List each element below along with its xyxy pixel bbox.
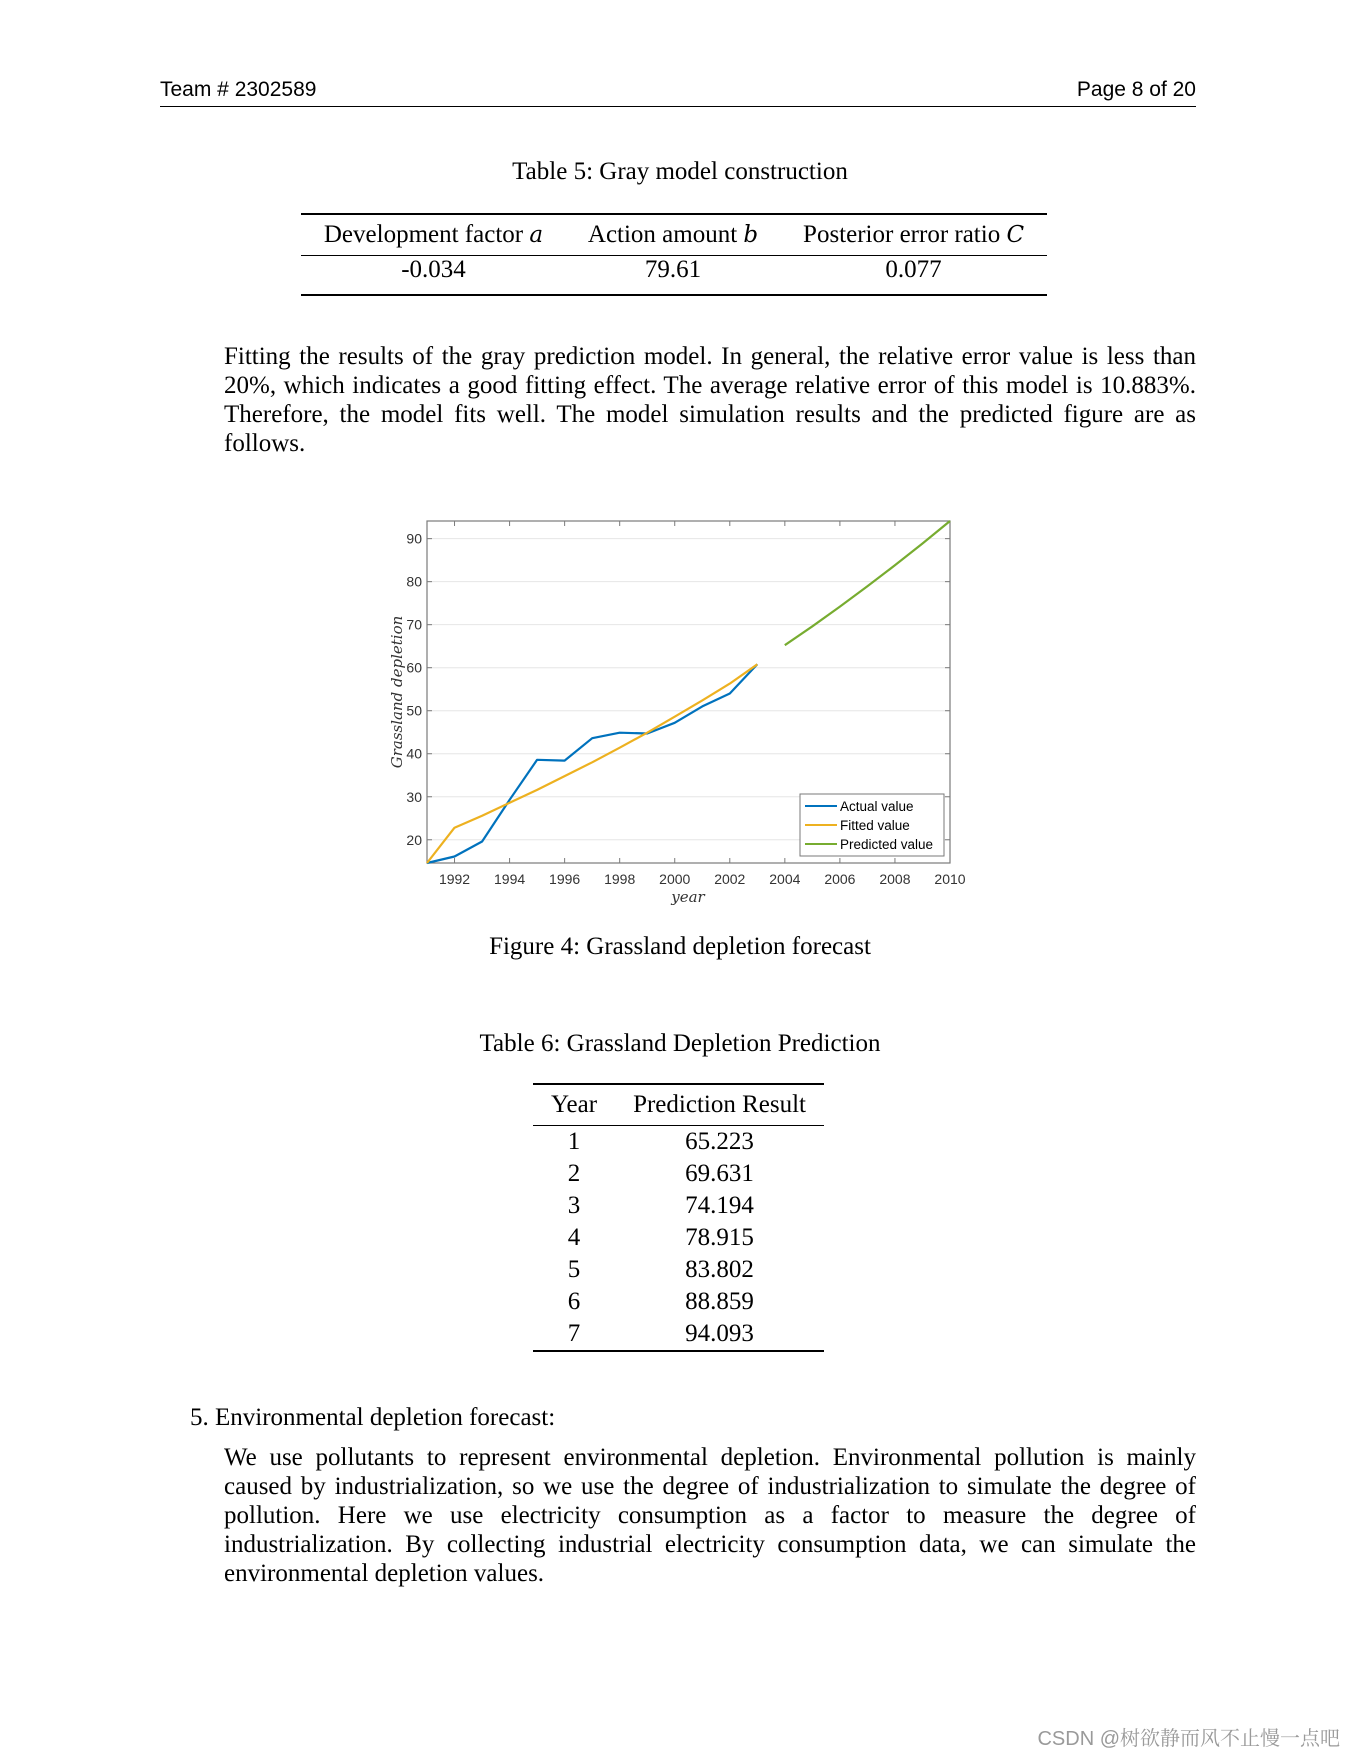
x-tick-label: 2006 (824, 871, 856, 887)
y-axis-label: Grassland depletion (388, 615, 406, 769)
table5-cell: 0.077 (885, 256, 942, 283)
x-tick-label: 1992 (438, 871, 471, 887)
team-number: Team # 2302589 (160, 78, 317, 101)
y-tick-label: 30 (406, 788, 422, 805)
x-tick-label: 2008 (879, 871, 911, 887)
year-cell: 4 (567, 1224, 581, 1251)
prediction-cell: 69.631 (685, 1160, 754, 1187)
y-tick-label: 80 (406, 573, 422, 590)
x-tick-label: 2004 (769, 871, 801, 887)
page-header (160, 78, 1196, 107)
table-row (301, 256, 1047, 296)
y-tick-label: 20 (406, 831, 422, 848)
x-tick-label: 1998 (604, 871, 636, 887)
legend-label: Fitted value (840, 818, 910, 833)
year-cell: 6 (567, 1288, 581, 1315)
table-row (533, 1190, 824, 1222)
table5-caption: Table 5: Gray model construction (512, 158, 848, 185)
prediction-cell: 78.915 (685, 1224, 754, 1251)
table-row (533, 1126, 824, 1159)
page-number: Page 8 of 20 (1076, 78, 1196, 101)
x-tick-label: 2010 (934, 871, 966, 887)
series-predicted-value (785, 521, 950, 645)
table5-col-header: Development factor a (323, 221, 544, 248)
watermark: CSDN @树欲静而风不止慢一点吧 (1037, 1728, 1340, 1750)
grassland-depletion-chart (380, 510, 980, 910)
series-fitted-value (427, 664, 757, 863)
series-actual-value (427, 664, 757, 863)
year-cell: 3 (567, 1192, 581, 1219)
table5-cell: 79.61 (644, 256, 702, 283)
x-tick-label: 2002 (714, 871, 746, 887)
table5-col-header: Action amount b (587, 221, 759, 248)
x-axis-label: year (671, 888, 705, 906)
table-row (533, 1222, 824, 1254)
x-tick-label: 2000 (659, 871, 691, 887)
prediction-cell: 74.194 (685, 1192, 754, 1219)
table6-col-year: Year (551, 1091, 598, 1118)
table5-header-row (301, 214, 1047, 256)
table6-col-prediction: Prediction Result (633, 1091, 806, 1118)
chart-legend (800, 794, 944, 856)
prediction-cell: 65.223 (685, 1128, 754, 1155)
y-tick-label: 50 (406, 702, 422, 719)
table-row (533, 1158, 824, 1190)
legend-label: Actual value (840, 799, 914, 814)
section5-heading: 5. Environmental depletion forecast: (190, 1404, 556, 1431)
y-tick-label: 70 (406, 616, 422, 633)
x-tick-label: 1994 (494, 871, 526, 887)
x-tick-label: 1996 (549, 871, 581, 887)
prediction-cell: 83.802 (685, 1256, 754, 1283)
table6-caption: Table 6: Grassland Depletion Prediction (479, 1030, 881, 1057)
table5-col-header: Posterior error ratio C (803, 221, 1025, 248)
y-tick-label: 60 (406, 659, 422, 676)
year-cell: 7 (567, 1320, 581, 1347)
table5-cell: -0.034 (401, 256, 466, 283)
table5-gray-model (301, 213, 1047, 296)
table-row (533, 1286, 824, 1318)
table6-grassland-prediction (533, 1083, 824, 1352)
figure4-caption: Figure 4: Grassland depletion forecast (489, 933, 871, 960)
y-tick-label: 90 (406, 530, 422, 547)
table6-header-row (533, 1084, 824, 1126)
y-tick-label: 40 (406, 745, 422, 762)
body-paragraph-fitting: Fitting the results of the gray prediction model. In general, the relative error value is less than 20%, which indicates a good fitting effect. The average relative error of this model is 10.883%. Therefore, the model fits well. The model simulation results and the predicted figure are as follows. (224, 343, 1196, 457)
table-row (533, 1254, 824, 1286)
section5-body: We use pollutants to represent environmental depletion. Environmental pollution is mainly caused by industrialization, so we use the degree of industrialization to simulate the degree of pollution. Here we use electricity consumption as a factor to measure the degree of industrialization. By collecting industrial electricity consumption data, we can simulate the environmental depletion values. (224, 1444, 1196, 1587)
year-cell: 2 (567, 1160, 581, 1187)
table6-body (533, 1126, 824, 1352)
prediction-cell: 88.859 (685, 1288, 754, 1315)
year-cell: 5 (567, 1256, 581, 1283)
prediction-cell: 94.093 (685, 1320, 754, 1347)
table-row (533, 1318, 824, 1351)
year-cell: 1 (567, 1128, 581, 1155)
legend-label: Predicted value (840, 837, 934, 852)
